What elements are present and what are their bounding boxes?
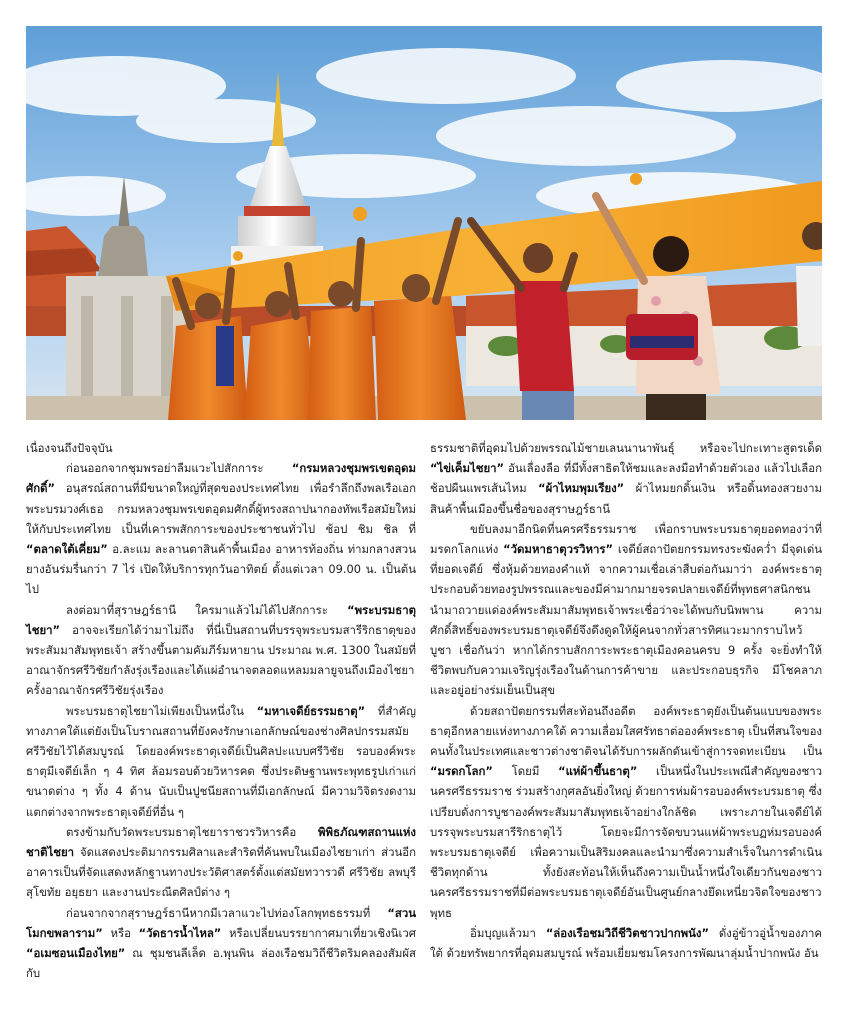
highlight-phra-borommathat-chaiya: “พระบรมธาตุไชยา”: [26, 602, 416, 637]
highlight-amazon-thailand: “อเมซอนเมืองไทย”: [26, 946, 126, 961]
right-text-column: [430, 438, 822, 963]
paragraph-chaiya-stupa: [26, 600, 416, 701]
highlight-wat-than-nam-lai: “วัดธารน้ำไหล”: [138, 925, 222, 940]
highlight-chaiya-museum: พิพิธภัณฑสถานแห่งชาติไชยา: [26, 824, 416, 860]
highlight-world-heritage: “มรดกโลก”: [430, 764, 493, 779]
paragraph-chumphon: [26, 458, 416, 599]
paragraph-world-heritage: [430, 701, 822, 923]
highlight-chaiya-salted-egg: “ไข่เค็มไชยา”: [430, 461, 505, 476]
text: ดั่งอู่ข้าวอู่น้ำของภาคใต้ ด้วยทรัพยากรที่อุดมสมบูรณ์ พร้อมเยี่ยมชมโครงการพัฒนาลุ่มน้ำปากพนัง อัน: [430, 925, 822, 961]
highlight-prince-chumphon: “กรมหลวงชุมพรเขตอุดมศักดิ์”: [26, 461, 416, 496]
highlight-maha-chedi: “มหาเจดีย์ธรรมธาตุ”: [256, 703, 366, 718]
text: ลงต่อมาที่สุราษฎร์ธานี ใครมาแล้วไม่ได้ไปสักการะ: [66, 602, 348, 617]
paragraph-salted-egg-silk: [430, 438, 822, 519]
text: อาจจะเรียกได้ว่ามาไม่ถึง ที่นี่เป็นสถานที่บรรจุพระบรมสารีริกธาตุของพระสัมมาสัมพุทธเจ้า สร้างขึ้นตามคัมภีร์มหายาน ประมาณ พ.ศ. 1300 ในสมัยที่อาณาจักรศรีวิชัยกำลังรุ่งเรืองและได้แผ่อำนาจตลอดแหลมมลายูจนถึงเมืองไชยา ครั้งอาณาจักรศรีวิชัยรุ่งเรือง: [26, 622, 416, 698]
paragraph-wat-mahathat: [430, 519, 822, 701]
text: ก่อนออกจากชุมพรอย่าลืมแวะไปสักการะ: [66, 461, 292, 476]
text: หรือเปลี่ยนบรรยากาศมาเที่ยวเชิงนิเวศ: [221, 925, 416, 940]
text: เป็นหนึ่งในประเพณีสำคัญของชาวนครศรีธรรมราช ร่วมสร้างกุศลอันยิ่งใหญ่ ด้วยการห่มผ้ารอบองค์พระบรมธาตุ ซึ่งเปรียบดั่งการบูชาองค์พระสัมมาสัมพุทธเจ้าอย่างใกล้ชิด เพราะภายในเจดีย์ได้บรรจุพระบรมสารีริกธาตุไว้ โดยจะมีการจัดขบวนแห่ผ้าพระบฏห่มรอบองค์พระบรมธาตุเจดีย์ เพื่อความเป็นสิริมงคลและนำมาซึ่งความสำเร็จในการดำเนินชีวิตทุกด้าน ทั้งยังสะท้อนให้เห็นถึงความเป็นน้ำหนึ่งใจเดียวกันของชาวนครศรีธรรมราชที่มีต่อพระบรมธาตุเจดีย์อันเป็นศูนย์กลางยึดเหนี่ยวจิตใจของชาวพุทธ: [430, 764, 822, 920]
text: ธรรมชาติที่อุดมไปด้วยพรรณไม้ชายเลนนานาพันธุ์ หรือจะไปกะเทาะสูตรเด็ด: [430, 441, 822, 455]
left-text-column: [26, 438, 416, 983]
text: อันเลื่องลือ ที่มีทั้งสาธิตให้ชมและลงมือทำด้วยตัวเอง แล้วไปเลือกช้อปผืนแพรเส้นไหม: [430, 461, 822, 496]
highlight-suan-mokkh: “สวนโมกขพลาราม”: [26, 905, 416, 940]
text: เจดีย์สถาปัตยกรรมทรงระฆังคว่ำ มีจุดเด่นที่ยอดเจดีย์ ซึ่งหุ้มด้วยทองคำแท้ จากความเชื่อเล่าสืบต่อกันมาว่า องค์พระธาตุประกอบด้วยทองรูปพรรณและของมีค่ามากมายจรดปลายเจดีย์ที่พุทธศาสนิกชนนำมาถวายแด่องค์พระสัมมาสัมพุทธเจ้าพระเชื่อว่าจะได้พบกับนิพพาน ความศักดิ์สิทธิ์ของพระบรมธาตุเจดีย์จึงดึงดูดให้ผู้คนจากทั่วสารทิศแวะมากราบไหว้บูชา เชื่อกันว่า หากได้กราบสักการะพระธาตุเมืองคอนครบ 9 ครั้ง จะยิ่งทำให้ชีวิตพบกับความเจริญรุ่งเรืองในด้านการค้าขาย และประกอบธุรกิจ มีโชคลาภ และอยู่อย่างร่มเย็นเป็นสุข: [430, 542, 822, 698]
text: อนุสรณ์สถานที่มีขนาดใหญ่ที่สุดของประเทศไทย เพื่อรำลึกถึงพลเรือเอกพระบรมวงศ์เธอ กรมหลวงชุมพรเขตอุดมศักดิ์ผู้ทรงสถาปนากองทัพเรือสมัยใหม่ให้กับประเทศไทย เป็นที่เคารพสักการะของประชาชนทั่วไป ช้อป ชิม ชิล ที่: [26, 481, 416, 536]
paragraph-chaiya-museum: [26, 822, 416, 903]
text: ที่สำคัญทางภาคใต้แต่ยังเป็นโบราณสถานที่ยังคงรักษาเอกลักษณ์ของช่างศิลปกรรมสมัยศรีวิชัยไว้ได้สมบูรณ์ โดยองค์พระธาตุเจดีย์เป็นศิลปะแบบศรีวิชัย รอบองค์พระธาตุมีเจดีย์เล็ก ๆ 4 ทิศ ล้อมรอบด้วยวิหารคด ซึ่งประดิษฐานพระพุทธรูปเก่าแก่ขนาดต่าง ๆ ทั้ง 4 ด้าน นับเป็นปูชนียสถานที่มีเอกลักษณ์ มีความวิจิตรงดงามแตกต่างจากพระธาตุเจดีย์ที่อื่น ๆ: [26, 703, 416, 819]
text: โดยมี: [492, 764, 559, 779]
highlight-tai-khiam-market: “ตลาดใต้เคี่ยม”: [26, 542, 108, 557]
paragraph-srivijaya-art: [26, 701, 416, 822]
text: เนื่องจนถึงปัจจุบัน: [26, 441, 113, 455]
highlight-hae-pha-khuen-that: “แห่ผ้าขึ้นธาตุ”: [558, 764, 638, 779]
text: ตรงข้ามกับวัดพระบรมธาตุไชยาราชวรวิหารคือ: [66, 824, 319, 839]
highlight-phum-riang-silk: “ผ้าไหมพุมเรียง”: [538, 481, 625, 496]
text: พระบรมธาตุไชยาไม่เพียงเป็นหนึ่งใน: [66, 703, 257, 718]
text: หรือ: [102, 925, 139, 940]
highlight-pak-phanang-boat-trip: “ล่องเรือชมวิถีชีวิตชาวปากพนัง”: [545, 925, 709, 940]
text: จัดแสดงประติมากรรมศิลาและสำริดที่ค้นพบในเมืองไชยาเก่า ส่วนอีกอาคารเป็นที่จัดแสดงหลักฐานทางประวัติศาสตร์ตั้งแต่สมัยทวารวดี ศรีวิชัย ลพบุรี สุโขทัย อยุธยา และงานประณีตศิลป์ต่าง ๆ: [26, 845, 416, 900]
text: ผ้าไหมยกดิ้นเงิน หรือดิ้นทองสวยงาม สินค้าพื้นเมืองขึ้นชื่อของสุราษฎร์ธานี: [430, 481, 823, 516]
text: อ.ละแม ละลานตาสินค้าพื้นเมือง อาหารท้องถิ่น ท่ามกลางสวนยางอันร่มรื่นกว่า 7 ไร่ เปิดให้บริการทุกวันอาทิตย์ ตั้งแต่เวลา 09.00 น. เป็นต้นไป: [26, 542, 416, 597]
paragraph-continuation: [26, 438, 416, 458]
text: ณ ชุมชนลีเล็ด อ.พุนพิน ล่องเรือชมวิถีชีวิตริมคลองสัมผัสกับ: [26, 946, 416, 981]
text: ขยับลงมาอีกนิดที่นครศรีธรรมราช เพื่อกราบพระบรมธาตุยอดทองว่าที่มรดกโลกแห่ง: [430, 521, 822, 557]
text: ก่อนจากจากสุราษฎร์ธานีหากมีเวลาแวะไปท่องโลกพุทธธรรมที่: [66, 905, 388, 920]
hero-photo: [26, 26, 822, 420]
merit-making-cloth-procession-illustration: [26, 26, 822, 420]
paragraph-pak-phanang: [430, 923, 822, 963]
text: อิ่มบุญแล้วมา: [470, 925, 546, 940]
paragraph-suan-mokkh: [26, 903, 416, 984]
highlight-wat-mahathat-worawihan: “วัดมหาธาตุวรวิหาร”: [503, 542, 614, 557]
text: ด้วยสถาปัตยกรรมที่สะท้อนถึงอดีต องค์พระธาตุยังเป็นต้นแบบของพระธาตุอีกหลายแห่งทางภาคใต้ ความเลื่อมใสศรัทธาต่อองค์พระธาตุ เป็นที่สนใจของคนทั้งในประเทศและชาวต่างชาติจนได้รับการผลักดันเข้าสู่การจดทะเบียน เป็น: [430, 703, 822, 759]
